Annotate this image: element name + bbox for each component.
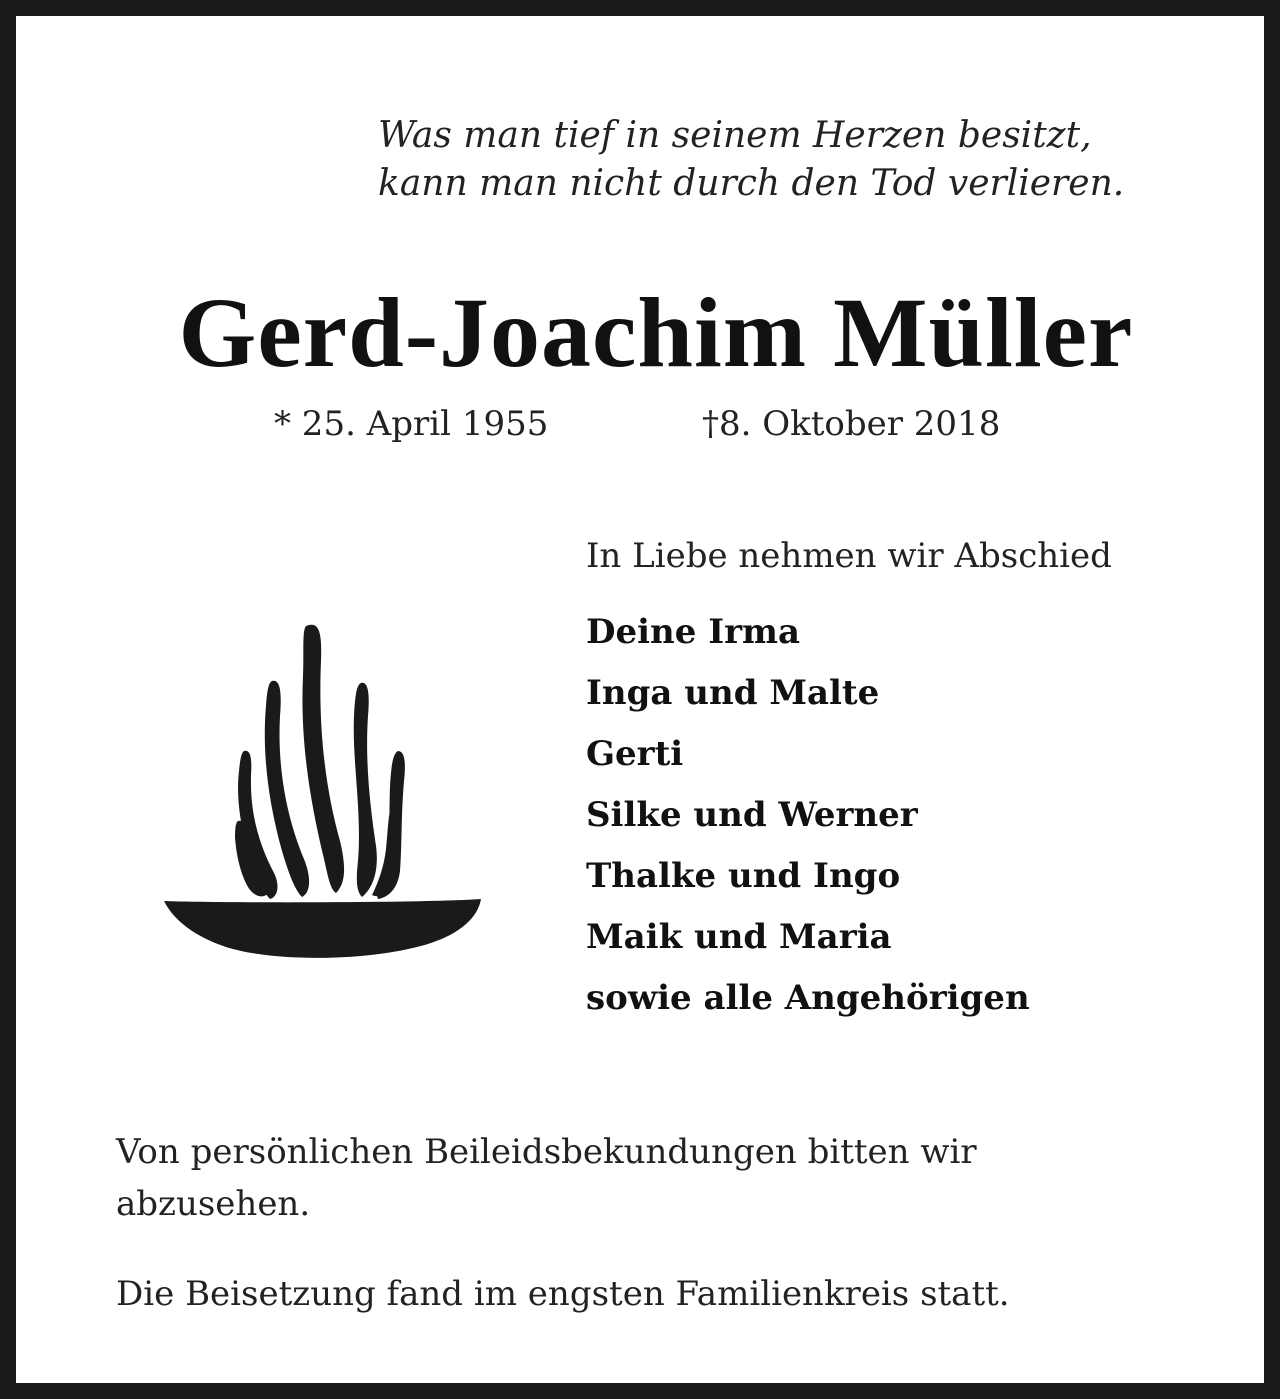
farewell-line: In Liebe nehmen wir Abschied — [586, 536, 1112, 576]
flame-bowl-icon — [156, 621, 486, 966]
death-date: †8. Oktober 2018 — [702, 404, 1001, 444]
quote-line-2: kann man nicht durch den Tod verlieren. — [378, 163, 1125, 204]
bowl-shape — [164, 899, 481, 958]
mourner-name: Gerti — [586, 734, 684, 774]
flame-stroke — [265, 681, 309, 897]
deceased-name: Gerd-Joachim Müller — [178, 277, 1134, 388]
mourner-name: Silke und Werner — [586, 795, 918, 835]
quote-line-1: Was man tief in seinem Herzen besitzt, — [378, 115, 1092, 156]
mourner-name: Maik und Maria — [586, 917, 892, 957]
mourner-name: Thalke und Ingo — [586, 856, 901, 896]
mourner-name: Inga und Malte — [586, 673, 880, 713]
flame-stroke — [302, 625, 344, 893]
burial-notice: Die Beisetzung fand im engsten Familienkreis statt. — [116, 1274, 1010, 1314]
mourners-list — [586, 602, 1030, 1029]
memorial-quote — [378, 112, 1238, 208]
condolence-notice: Von persönlichen Beileidsbekundungen bitten wir abzusehen. — [116, 1132, 977, 1224]
mourner-name: Deine Irma — [586, 612, 801, 652]
flame-stroke — [354, 683, 377, 897]
mourner-name: sowie alle Angehörigen — [586, 978, 1030, 1018]
birth-date: * 25. April 1955 — [274, 404, 549, 444]
